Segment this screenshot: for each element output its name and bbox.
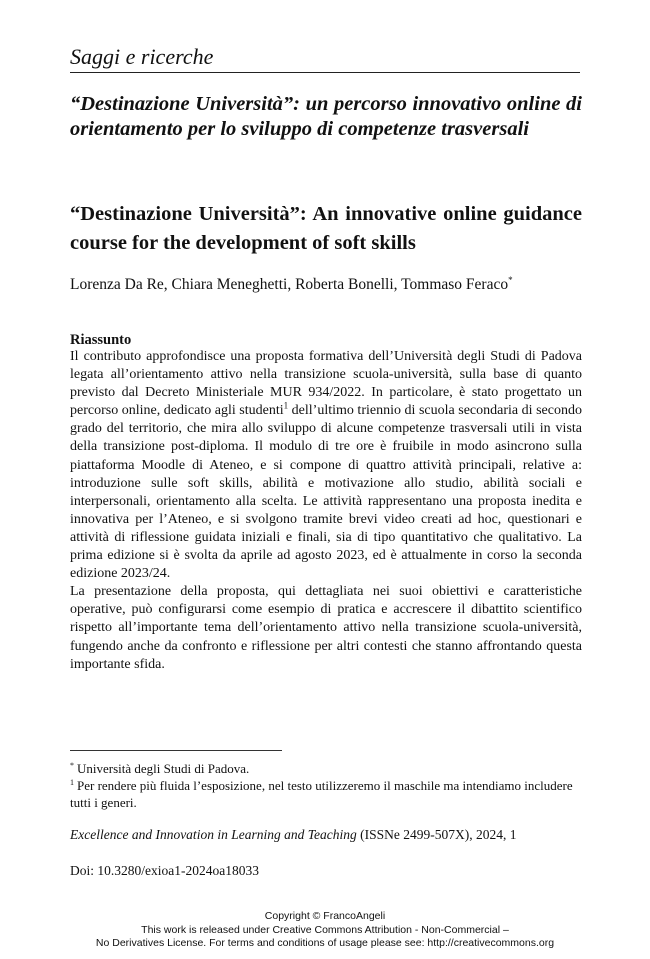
- footnote-gender-note: [70, 777, 582, 811]
- author-affiliation-mark: *: [508, 274, 513, 285]
- footnotes: [70, 760, 582, 811]
- footnote-affiliation: [70, 760, 582, 777]
- author-list: [70, 275, 582, 295]
- copyright-line: Copyright © FrancoAngeli: [264, 910, 386, 922]
- footnote-ref-1: 1: [283, 400, 289, 411]
- author-names: Lorenza Da Re, Chiara Meneghetti, Roberta Bonelli, Tommaso Feraco: [70, 276, 509, 293]
- footnote-mark: *: [70, 760, 74, 770]
- footnote-text: Per rendere più fluida l’esposizione, nel testo utilizzeremo il maschile ma intendiamo includere tutti i generi.: [70, 778, 573, 810]
- abstract-paragraph-1-text-a: Il contributo approfondisce una proposta formativa dell’Università degli Studi di Padova legata all’orientamento attivo nella transizione scuola-università, sulla base di quanto previsto dal Decreto Ministeriale MUR 934/2022. In particolare, è stato progettato un percorso online, dedicato agli studenti: [70, 349, 582, 419]
- abstract-body: [70, 348, 582, 674]
- footnote-mark: 1: [70, 777, 74, 787]
- doi: Doi: 10.3280/exioa1-2024oa18033: [70, 863, 259, 878]
- abstract-paragraph-2: La presentazione della proposta, qui dettagliata nei suoi obiettivi e caratteristiche operative, può configurarsi come esempio di pratica e accrescere il dibattito scientifico rispetto all’importante tema dell’orientamento attivo nella transizione scuola-università, fungendo anche da confronto e riflessione per altri contesti che stanno affrontando questa importante sfida.: [70, 584, 582, 672]
- abstract-paragraph-1-text-b: dell’ultimo triennio di scuola secondaria di secondo grado del territorio, che mira allo sviluppo di alcune competenze trasversali utili in vista della transizione post-diploma. Il modulo di tre ore è fruibile in modo asincrono sulla piattaforma Moodle di Ateneo, e si compone di quattro attività principali, relative a: introduzione sulle soft skills, abilità e motivazione allo studio, abilità sociali e interpersonali, orientamento alla scelta. Le attività rappresentano una proposta inedita e innovativa per l’Ateneo, e si svolgono tramite brevi video creati ad hoc, questionari e attività di riflessione guidata iniziali e finali, sia di tipo quantitativo che qualitativo. La prima edizione si è svolta da aprile ad agosto 2023, ed è attualmente in corso la seconda edizione 2023/24.: [70, 403, 582, 582]
- title-italian: “Destinazione Università”: un percorso innovativo online di orientamento per lo sviluppo di competenze trasversali: [70, 93, 582, 140]
- journal-name: Excellence and Innovation in Learning and Teaching: [70, 827, 357, 842]
- title-english: “Destinazione Università”: An innovative online guidance course for the development of soft skills: [70, 203, 582, 254]
- footnote-separator: [70, 750, 282, 751]
- section-label: Saggi e ricerche: [70, 44, 580, 73]
- journal-citation: [70, 826, 582, 844]
- journal-details: (ISSNe 2499-507X), 2024, 1: [356, 827, 517, 842]
- license-line-2: No Derivatives License. For terms and conditions of usage please see: http://creativecommons.org: [95, 937, 555, 949]
- footnote-text: Università degli Studi di Padova.: [77, 761, 250, 776]
- license-line-1: This work is released under Creative Commons Attribution - Non-Commercial –: [141, 923, 509, 936]
- abstract-paragraph-1: [70, 348, 582, 583]
- license-notice: [0, 910, 650, 951]
- abstract-heading: Riassunto: [70, 332, 132, 348]
